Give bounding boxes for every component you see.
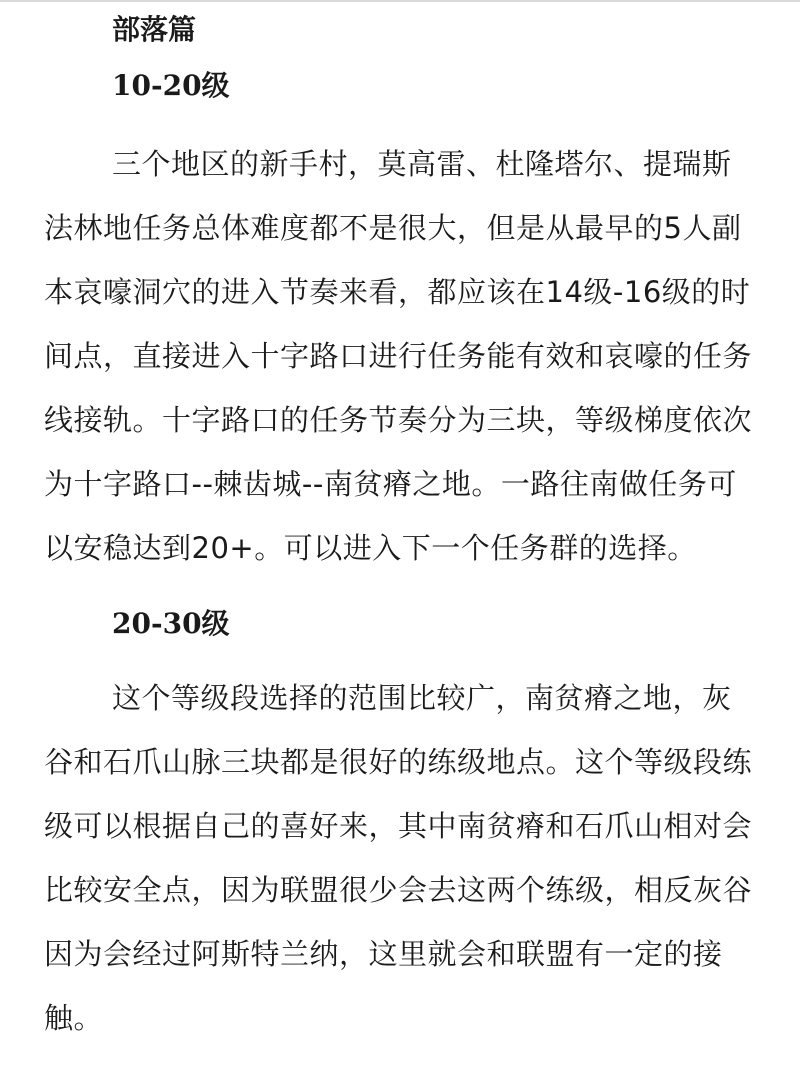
section-heading-20-30: 20-30级 xyxy=(112,607,230,640)
document-body xyxy=(44,10,760,1050)
section-heading-10-20: 10-20级 xyxy=(112,69,230,102)
section-paragraph-20-30: 这个等级段选择的范围比较广，南贫瘠之地，灰谷和石爪山脉三块都是很好的练级地点。这个等级段练级可以根据自己的喜好来，其中南贫瘠和石爪山相对会比较安全点，因为联盟很少会去这两个练级，相反灰谷因为会经过阿斯特兰纳，这里就会和联盟有一定的接触。 xyxy=(44,681,753,1035)
top-divider xyxy=(0,0,800,2)
page-title: 部落篇 xyxy=(112,13,197,46)
section-paragraph-10-20: 三个地区的新手村，莫高雷、杜隆塔尔、提瑞斯法林地任务总体难度都不是很大，但是从最早的5人副本哀嚎洞穴的进入节奏来看，都应该在14级-16级的时间点，直接进入十字路口进行任务能有效和哀嚎的任务线接轨。十字路口的任务节奏分为三块，等级梯度依次为十字路口--棘齿城--南贫瘠之地。一路往南做任务可以安稳达到20+。可以进入下一个任务群的选择。 xyxy=(44,147,753,565)
